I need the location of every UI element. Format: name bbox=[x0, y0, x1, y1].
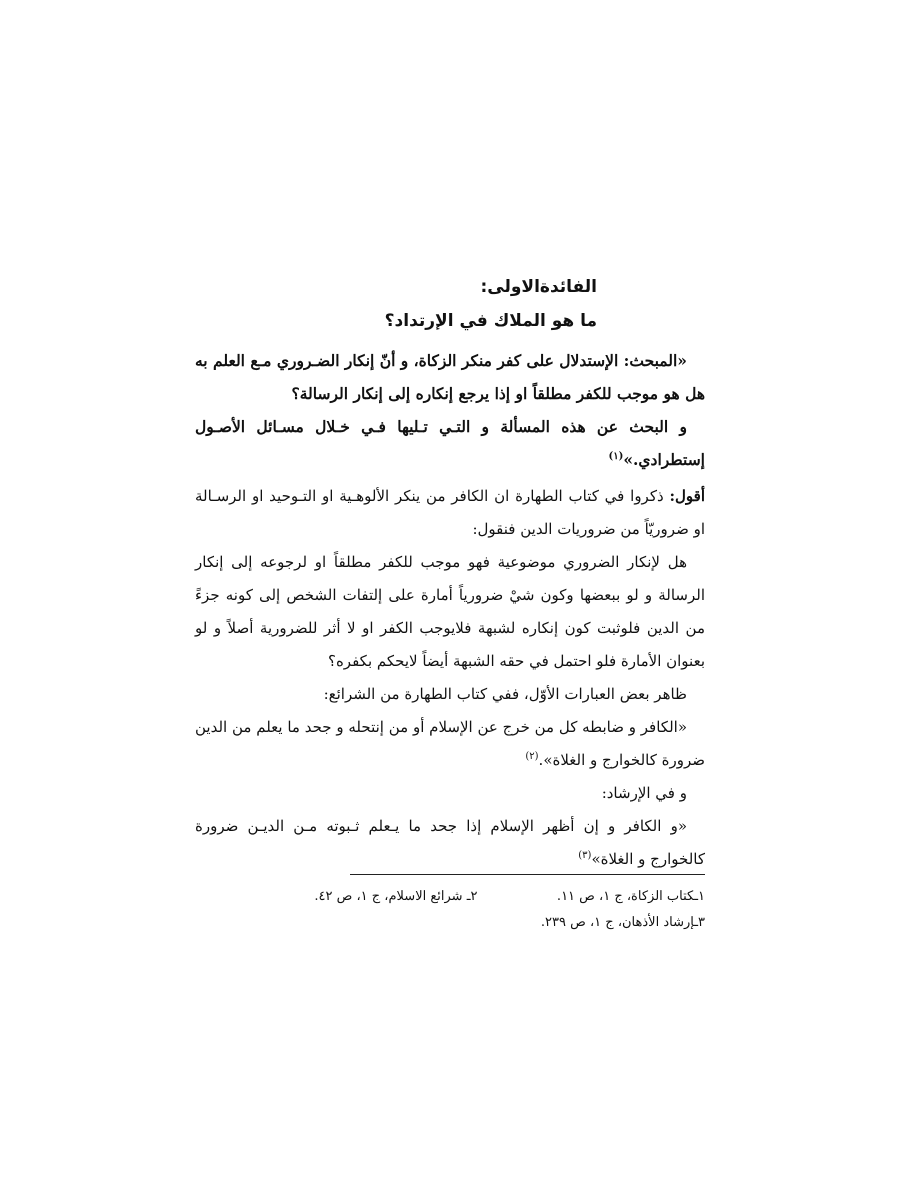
body-text-1: ذكروا في كتاب الطهارة ان الكافر من ينكر الألوهـية او التـوحيد او الرسـالة او ضروريّاً من ضروريات الدين فنقول: bbox=[195, 487, 705, 538]
footnotes-block bbox=[250, 884, 705, 936]
footnote-ref-1: (١) bbox=[608, 450, 624, 462]
body-text-6: «و الكافر و إن أظهر الإسلام إذا جحد ما يـعلم ثـبوته مـن الديـن ضرورة كالخوارج و الغلاة» bbox=[195, 817, 705, 868]
footnote-3: ٣ـإرشاد الأذهان، ج ١، ص ٢٣٩. bbox=[540, 915, 705, 930]
footnote-ref-2: (٢) bbox=[525, 751, 539, 762]
footnote-ref-3: (٣) bbox=[578, 850, 592, 861]
section-question: ما هو الملاك في الإرتداد؟ bbox=[384, 311, 597, 331]
lead-word-aqul: أقول: bbox=[669, 487, 705, 505]
body-text-3: ظاهر بعض العبارات الأوّل، ففي كتاب الطهارة من الشرائع: bbox=[323, 685, 687, 703]
footnote-row-2 bbox=[250, 910, 705, 936]
footnote-1: ١ـكتاب الزكاة، ج ١، ص ١١. bbox=[556, 889, 705, 904]
body-paragraph-5 bbox=[195, 777, 705, 810]
footnote-2: ٢ـ شرائع الاسلام، ج ١، ص ٤٢. bbox=[314, 889, 478, 904]
quote-paragraph-2 bbox=[195, 410, 705, 476]
quote-text-2: و البحث عن هذه المسألة و التـي تـليها فـي خـلال مسـائل الأصـول إستطرادي.» bbox=[195, 417, 705, 469]
body-paragraph-1 bbox=[195, 480, 705, 546]
body-paragraph-2 bbox=[195, 546, 705, 678]
quote-text-1: «المبحث: الإستدلال على كفر منكر الزكاة، و أنّ إنكار الضـروري مـع العلم به هل هو موجب للكفر مطلقاً او إذا يرجع إنكاره إلى إنكار الرسالة؟ bbox=[195, 351, 705, 403]
body-text-2: هل لإنكار الضروري موضوعية فهو موجب للكفر مطلقاً او لرجوعه إلى إنكار الرسالة و لو ببعضها وكون شيْ ضرورياً أمارة على إلتفات الشخص إلى كونه جزءً من الدين فلوثبت كون إنكاره لشبهة فلايوجب الكفر او لا أثر للضرورية أصلاً و لو بعنوان الأمارة فلو احتمل في حقه الشبهة أيضاً لايحكم بكفره؟ bbox=[195, 553, 705, 670]
quote-paragraph-1 bbox=[195, 344, 705, 410]
body-text-4: «الكافر و ضابطه كل من خرج عن الإسلام أو من إنتحله و جحد ما يعلم من الدين ضرورة كالخوارج و الغلاة». bbox=[195, 718, 705, 769]
body-text-5: و في الإرشاد: bbox=[601, 784, 687, 802]
footnote-divider bbox=[350, 874, 705, 875]
footnote-row-1 bbox=[250, 884, 705, 910]
body-paragraph-4 bbox=[195, 711, 705, 777]
main-text-block bbox=[195, 270, 705, 876]
body-paragraph-3 bbox=[195, 678, 705, 711]
section-title: الفائدةالاولى: bbox=[480, 277, 597, 297]
body-paragraph-6 bbox=[195, 810, 705, 876]
